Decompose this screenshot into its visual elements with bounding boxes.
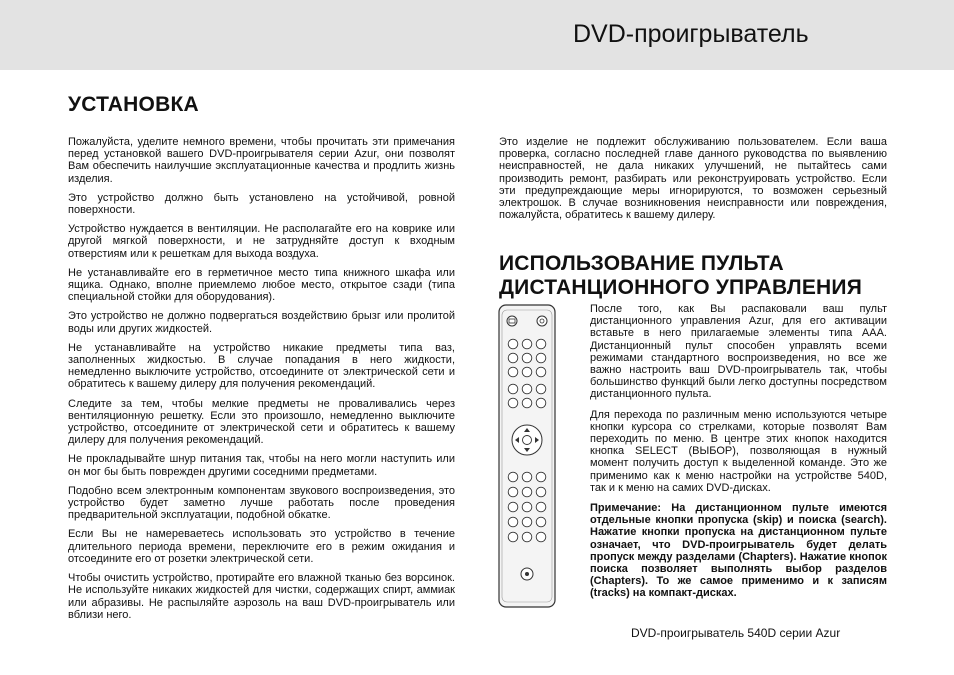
remote-button: [522, 487, 532, 497]
paragraph: Чтобы очистить устройство, протирайте его влажной тканью без ворсинок. Не используйте никаких жидкостей для чистки, содержащих спирт, аммиак или абразивы. Не распыляйте аэрозоль на ваш DVD-проигрыватель или вблизи него.: [68, 572, 455, 621]
remote-button: [536, 339, 546, 349]
paragraph: Не прокладывайте шнур питания так, чтобы на него могли наступить или он мог бы быть поврежден другими соседними предметами.: [68, 453, 455, 478]
remote-button: [508, 398, 518, 408]
paragraph: Не устанавливайте его в герметичное место типа книжного шкафа или ящика. Однако, вполне приемлемо любое место, открытое сзади (типа специальной стойки для оборудования).: [68, 266, 455, 304]
section-heading-installation: УСТАНОВКА: [68, 93, 199, 116]
paragraph: Это изделие не подлежит обслуживанию пользователем. Если ваша проверка, согласно последней главе данного руководства по выявлению неисправностей, не дала никаких улучшений, не пытайтесь сами производить ремонт, разбирать или реконструировать устройство. Если эти предупреждающие меры игнорируются, то возможен серьезный электрошок. В случае возникновения неисправности или повреждения, пожалуйста, обратитесь к вашему дилеру.: [499, 136, 887, 222]
remote-button: [508, 339, 518, 349]
paragraph: Пожалуйста, уделите немного времени, чтобы прочитать эти примечания перед установкой вашего DVD-проигрывателя серии Azur, они позволят Вам обеспечить наилучшие эксплуатационные качества и продлить жизнь изделия.: [68, 136, 455, 185]
remote-usage-text: [590, 303, 887, 608]
remote-button: [536, 517, 546, 527]
header-band: [0, 0, 954, 70]
remote-dpad: [512, 425, 542, 455]
remote-button: [522, 502, 532, 512]
remote-button: [508, 384, 518, 394]
remote-button: [508, 367, 518, 377]
page-footer: DVD-проигрыватель 540D серии Azur: [631, 626, 841, 640]
remote-button: [536, 367, 546, 377]
remote-button: [536, 472, 546, 482]
remote-button: [536, 532, 546, 542]
remote-button: [536, 487, 546, 497]
remote-control-illustration: [498, 304, 556, 608]
paragraph: Подобно всем электронным компонентам звукового воспроизведения, это устройство будет заметно лучше работать после проведения предварительной эксплуатации, подобной обкатке.: [68, 484, 455, 522]
remote-button: [536, 398, 546, 408]
remote-button: [522, 367, 532, 377]
remote-button: [508, 502, 518, 512]
remote-button: [522, 384, 532, 394]
remote-bottom-button: [521, 568, 533, 580]
remote-button: [508, 487, 518, 497]
remote-button: [508, 472, 518, 482]
remote-button: [536, 384, 546, 394]
remote-button: [508, 532, 518, 542]
paragraph: После того, как Вы распаковали ваш пульт дистанционного управления Azur, для его активации вставьте в него прилагаемые элементы типа AAA. Дистанционный пульт способен управлять всеми режимами стандартного воспроизведения, но все же важно настроить ваш DVD-проигрыватель так, чтобы большинство функций были легко доступны посредством дистанционного пульта.: [590, 303, 887, 401]
service-warning-text: [499, 136, 887, 228]
remote-button: [508, 353, 518, 363]
paragraph: Если Вы не намереваетесь использовать это устройство в течение длительного периода времени, переключите его в режим ожидания и отсоедините его от розетки электрической сети.: [68, 528, 455, 565]
remote-button: [522, 472, 532, 482]
remote-button: [522, 532, 532, 542]
remote-button: [536, 353, 546, 363]
paragraph: Это устройство должно быть установлено на устойчивой, ровной поверхности.: [68, 191, 455, 217]
heading-line: ИСПОЛЬЗОВАНИЕ ПУЛЬТА: [499, 252, 784, 275]
remote-button: [522, 398, 532, 408]
remote-button: [508, 517, 518, 527]
note-paragraph: Примечание: На дистанционном пульте имеются отдельные кнопки пропуска (skip) и поиска (search). Нажатие кнопки пропуска на дистанционном пульте означает, что DVD-проигрыватель будет делать пропуск между разделами (Chapters). Нажатие кнопок поиска позволяет выполнять выбор разделов (Chapters). То же самое применимо и к записям (tracks) на компакт-дисках.: [590, 502, 887, 600]
paragraph: Для перехода по различным меню используются четыре кнопки курсора со стрелками, которые позволят Вам переходить по меню. В центре этих кнопок находится кнопка SELECT (ВЫБОР), позволяющая в нужный момент получить доступ к выделенной команде. Это же применимо как к меню настройки на устройстве 540D, так и к меню на самих DVD-дисках.: [590, 408, 887, 494]
paragraph: Это устройство не должно подвергаться воздействию брызг или пролитой воды или других жидкостей.: [68, 310, 455, 335]
remote-button: [536, 502, 546, 512]
paragraph: Не устанавливайте на устройство никакие предметы типа ваз, заполненных жидкостью. В случае попадания в него жидкости, немедленно выключите устройство, отсоедините от электрической сети и обратитесь к вашему дилеру для получения рекомендаций.: [68, 341, 455, 391]
heading-line: ДИСТАНЦИОННОГО УПРАВЛЕНИЯ: [499, 276, 862, 299]
paragraph: Следите за тем, чтобы мелкие предметы не проваливались через вентиляционную решетку. Если это произошло, немедленно выключите устройство, отсоедините от электрической сети и обратитесь к вашему дилеру для получения рекомендаций.: [68, 397, 455, 447]
remote-button: [522, 353, 532, 363]
remote-button: [522, 339, 532, 349]
page-header-title: DVD-проигрыватель: [573, 20, 809, 48]
installation-text: [68, 136, 455, 628]
remote-button: [522, 517, 532, 527]
section-heading-remote: [499, 252, 862, 300]
paragraph: Устройство нуждается в вентиляции. Не располагайте его на коврике или другой мягкой поверхности, и не затрудняйте доступ к входным отверстиям или к решеткам для выхода воздуха.: [68, 223, 455, 260]
